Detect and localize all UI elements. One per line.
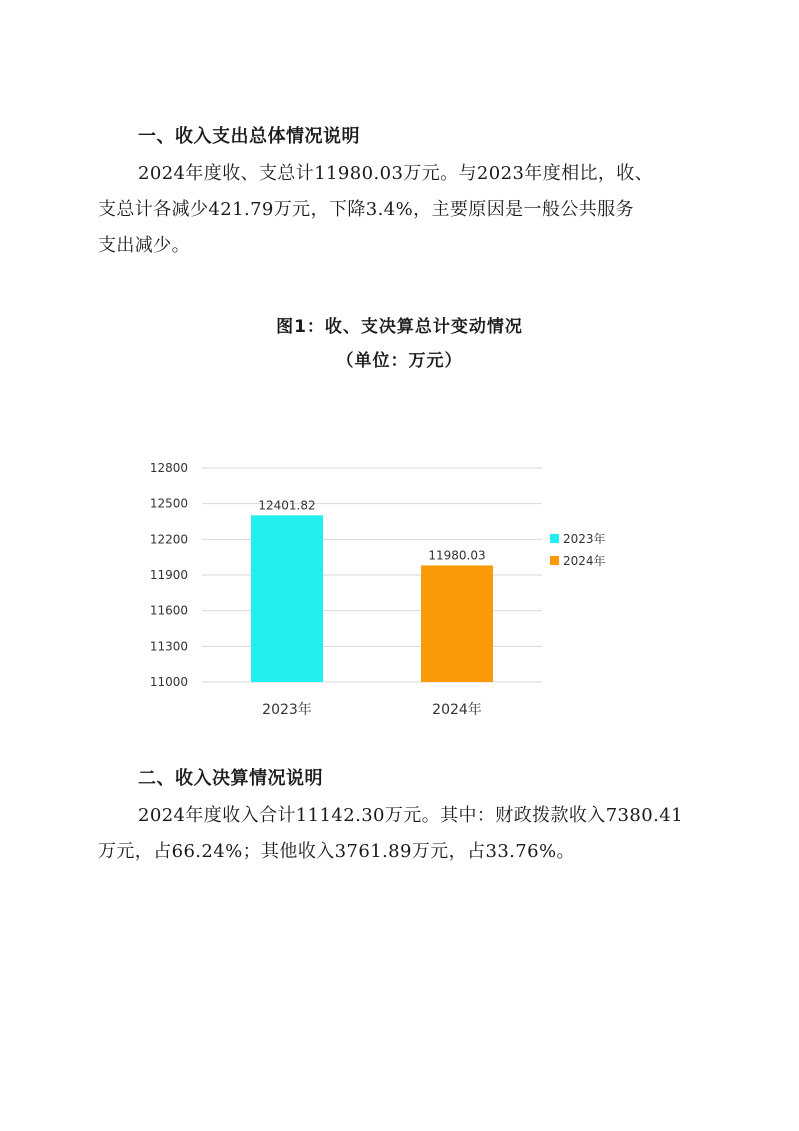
legend-swatch: [550, 534, 559, 543]
x-tick-label: 2024年: [432, 702, 482, 718]
y-tick-label: 11000: [149, 675, 188, 689]
legend-label: 2024年: [563, 554, 606, 568]
bar-chart: [130, 450, 650, 730]
y-tick-label: 11300: [149, 639, 188, 654]
figure-unit: （单位：万元）: [336, 351, 463, 371]
y-tick-label: 11900: [149, 568, 188, 582]
figure-title: 图1：收、支决算总计变动情况: [276, 317, 523, 337]
section1-heading: 一、收入支出总体情况说明: [138, 126, 360, 147]
paragraph-line: 支出减少。: [98, 235, 190, 256]
paragraph-line: 支总计各减少421.79万元，下降3.4%，主要原因是一般公共服务: [98, 199, 634, 220]
data-label: 11980.03: [428, 548, 486, 563]
x-tick-label: 2023年: [262, 702, 312, 718]
paragraph-line: 万元，占66.24%；其他收入3761.89万元，占33.76%。: [98, 841, 575, 862]
legend-swatch: [550, 556, 559, 565]
paragraph-line: 2024年度收、支总计11980.03万元。与2023年度相比，收、: [138, 163, 654, 184]
y-tick-label: 12500: [149, 496, 188, 511]
y-tick-label: 12800: [149, 461, 188, 475]
section2-paragraph: [98, 798, 708, 870]
section2-heading: 二、收入决算情况说明: [138, 768, 323, 789]
bar: [421, 565, 493, 682]
paragraph-line: 2024年度收入合计11142.30万元。其中：财政拨款收入7380.41: [138, 805, 683, 826]
y-tick-label: 12200: [149, 532, 188, 547]
data-label: 12401.82: [258, 498, 316, 513]
y-tick-label: 11600: [149, 603, 188, 618]
bar: [251, 515, 323, 682]
legend-label: 2023年: [563, 532, 606, 546]
section1-paragraph: [98, 156, 708, 264]
